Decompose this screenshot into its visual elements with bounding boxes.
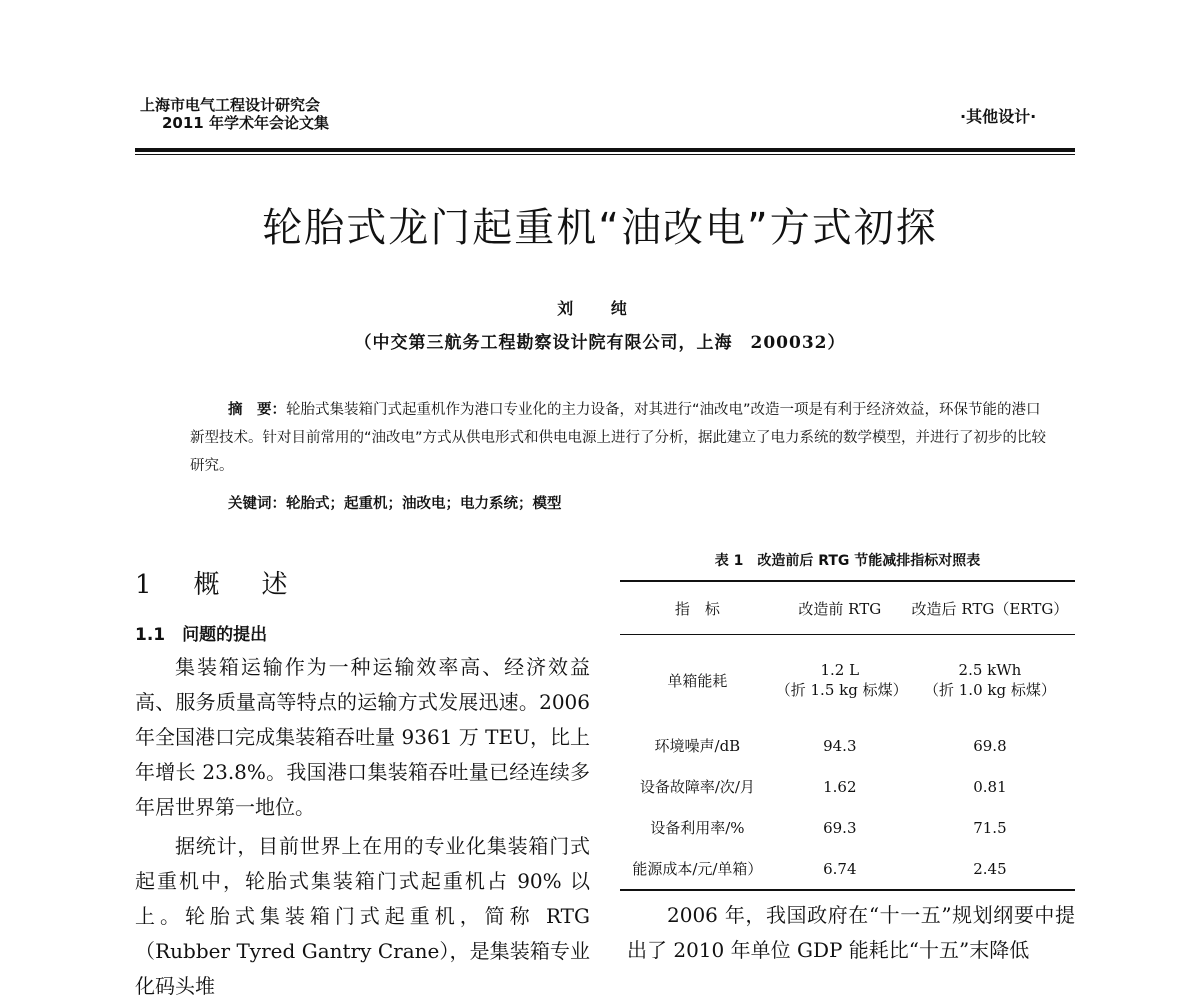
row-label: 单箱能耗 [667,671,728,690]
before-value: 69.3 [823,818,857,837]
header-section: ·其他设计· [960,107,1037,126]
table-header-cell: 改造前 RTG [775,581,905,635]
header-rule-thin [135,154,1075,155]
header-org: 上海市电气工程设计研究会 [140,96,321,114]
paragraph: 据统计，目前世界上在用的专业化集装箱门式起重机中，轮胎式集装箱门式起重机占 90% 以上。轮胎式集装箱门式起重机，简称 RTG（Rubber Tyred Gantry Crane），是集装箱专业化码头堆 [135,834,590,998]
body-left-column [135,650,590,1008]
after-value: 0.81 [973,777,1007,796]
row-label: 设备利用率/% [650,819,745,837]
running-header [140,96,329,132]
before-value: 1.2 L [820,660,860,679]
table-header-row [620,581,1075,635]
keywords [228,492,562,513]
table-row [620,766,1075,807]
comparison-table [620,580,1075,891]
paragraph: 2006 年，我国政府在“十一五”规划纲要中提出了 2010 年单位 GDP 能耗比“十五”末降低 [627,903,1075,962]
table-row [620,635,1075,726]
header-rule-thick [135,148,1075,152]
body-right-column [627,898,1075,968]
before-cell [775,635,908,726]
keywords-text: 轮胎式；起重机；油改电；电力系统；模型 [286,496,562,512]
subsection-heading: 1.1 问题的提出 [135,625,268,645]
abstract-text: 轮胎式集装箱门式起重机作为港口专业化的主力设备，对其进行“油改电”改造一项是有利于经济效益，环保节能的港口新型技术。针对目前常用的“油改电”方式从供电形式和供电电源上进行了分析，据此建立了电力系统的数学模型，并进行了初步的比较研究。 [190,402,1047,474]
before-value: 6.74 [775,848,905,890]
after-value: 2.45 [905,848,1075,890]
author: 刘 纯 [557,299,643,318]
table-header-cell: 指 标 [620,581,775,635]
after-value: 71.5 [973,818,1007,837]
before-note: （折 1.5 kg 标煤） [775,680,908,699]
after-value: 2.5 kWh [958,660,1022,679]
table-caption: 表 1 改造前后 RTG 节能减排指标对照表 [714,553,981,569]
row-label: 环境噪声/dB [654,737,741,755]
after-value: 69.8 [973,736,1007,755]
keywords-label: 关键词： [228,496,286,512]
after-note: （折 1.0 kg 标煤） [924,680,1056,699]
paper-title: 轮胎式龙门起重机“油改电”方式初探 [262,205,938,251]
row-label: 能源成本/元/单箱） [620,848,775,890]
section-heading: 1 概 述 [135,570,296,600]
after-cell [905,635,1075,726]
table-row [620,807,1075,848]
row-label: 设备故障率/次/月 [639,778,755,796]
abstract [190,396,1050,480]
abstract-label: 摘 要： [228,402,286,418]
table-row [620,848,1075,890]
header-collection: 2011 年学术年会论文集 [162,114,329,132]
before-value: 94.3 [823,736,857,755]
table-header-cell: 改造后 RTG（ERTG） [905,581,1075,635]
paragraph: 集装箱运输作为一种运输效率高、经济效益高、服务质量高等特点的运输方式发展迅速。2006 年全国港口完成集装箱吞吐量 9361 万 TEU，比上年增长 23.8%。我国港口集装箱吞吐量已经连续多年居世界第一地位。 [135,655,590,819]
affiliation: （中交第三航务工程勘察设计院有限公司，上海 200032） [354,333,846,353]
table-row [620,725,1075,766]
before-value: 1.62 [823,777,857,796]
